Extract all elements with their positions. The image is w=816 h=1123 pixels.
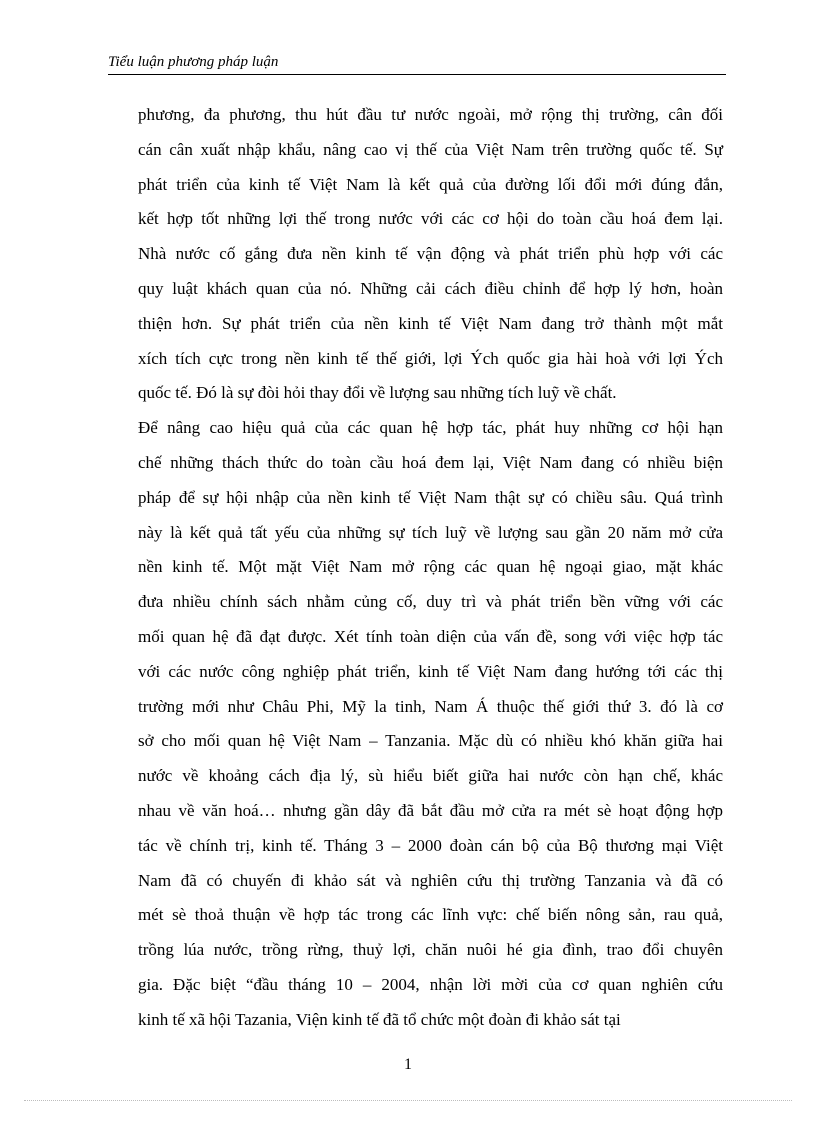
text-line: xích tích cực trong nền kinh tế thế giới, lợi Ých quốc gia hài hoà với lợi Ých (138, 348, 723, 368)
text-line: trường mới như Châu Phi, Mỹ la tinh, Nam Á thuộc thế giới thứ 3. đó là cơ (138, 696, 723, 716)
text-line: Để nâng cao hiệu quả của các quan hệ hợp tác, phát huy những cơ hội hạn (138, 418, 723, 438)
text-line: này là kết quả tất yếu của những sự tích luỹ về lượng sau gần 20 năm mở cửa (138, 522, 723, 542)
text-line: thiện hơn. Sự phát triển của nền kinh tế Việt Nam đang trở thành một mắt (138, 313, 723, 333)
text-line: pháp để sự hội nhập của nền kinh tế Việt Nam thật sự có chiều sâu. Quá trình (138, 487, 723, 507)
text-line: nước về khoảng cách địa lý, sù hiểu biết giữa hai nước còn hạn chế, khác (138, 766, 723, 786)
text-line: cán cân xuất nhập khẩu, nâng cao vị thế của Việt Nam trên trường quốc tế. Sự (138, 139, 723, 159)
text-line: nền kinh tế. Một mặt Việt Nam mở rộng các quan hệ ngoại giao, mặt khác (138, 557, 723, 577)
text-line: kết hợp tốt những lợi thế trong nước với các cơ hội do toàn cầu hoá đem lại. (138, 209, 723, 229)
text-line: mối quan hệ đã đạt được. Xét tính toàn diện của vấn đề, song với việc hợp tác (138, 626, 723, 646)
text-line: gia. Đặc biệt “đầu tháng 10 – 2004, nhận lời mời của cơ quan nghiên cứu (138, 974, 723, 994)
text-line: phát triển của kinh tế Việt Nam là kết quả của đường lối đổi mới đúng đắn, (138, 174, 723, 194)
text-line: quy luật khách quan của nó. Những cải cách điều chỉnh để hợp lý hơn, hoàn (138, 278, 723, 298)
page-number: 1 (404, 1056, 412, 1073)
text-line: trồng lúa nước, trồng rừng, thuỷ lợi, chăn nuôi hé gia đình, trao đổi chuyên (138, 940, 723, 960)
text-line: quốc tế. Đó là sự đòi hỏi thay đổi về lượng sau những tích luỹ về chất. (138, 383, 617, 403)
footer-divider (24, 1100, 792, 1101)
text-line: kinh tế xã hội Tazania, Viện kinh tế đã tổ chức một đoàn đi khảo sát tại (138, 1009, 621, 1029)
text-line: phương, đa phương, thu hút đầu tư nước ngoài, mở rộng thị trường, cân đối (138, 105, 723, 124)
text-line: tác về chính trị, kinh tế. Tháng 3 – 2000 đoàn cán bộ của Bộ thương mại Việt (138, 835, 723, 855)
header-title: Tiểu luận phương pháp luận (108, 54, 279, 70)
text-line: sở cho mối quan hệ Việt Nam – Tanzania. Mặc dù có nhiều khó khăn giữa hai (138, 731, 723, 751)
text-line: Nhà nước cố gắng đưa nền kinh tế vận động và phát triển phù hợp với các (138, 244, 723, 264)
page-header (108, 52, 726, 75)
text-line: nhau về văn hoá… nhưng gần dây đã bắt đầu mở cửa ra mét sè hoạt động hợp (138, 800, 723, 820)
text-line: chế những thách thức do toàn cầu hoá đem lại, Việt Nam đang có nhiều biện (138, 452, 723, 472)
body-text (138, 98, 723, 1038)
text-line: với các nước công nghiệp phát triển, kinh tế Việt Nam đang hướng tới các thị (138, 661, 723, 681)
text-line: Nam đã có chuyến đi khảo sát và nghiên cứu thị trường Tanzania và đã có (138, 870, 723, 890)
text-line: đưa nhiều chính sách nhằm củng cố, duy trì và phát triển bền vững với các (138, 592, 723, 612)
text-line: mét sè thoả thuận về hợp tác trong các lĩnh vực: chế biến nông sản, rau quả, (138, 905, 723, 925)
